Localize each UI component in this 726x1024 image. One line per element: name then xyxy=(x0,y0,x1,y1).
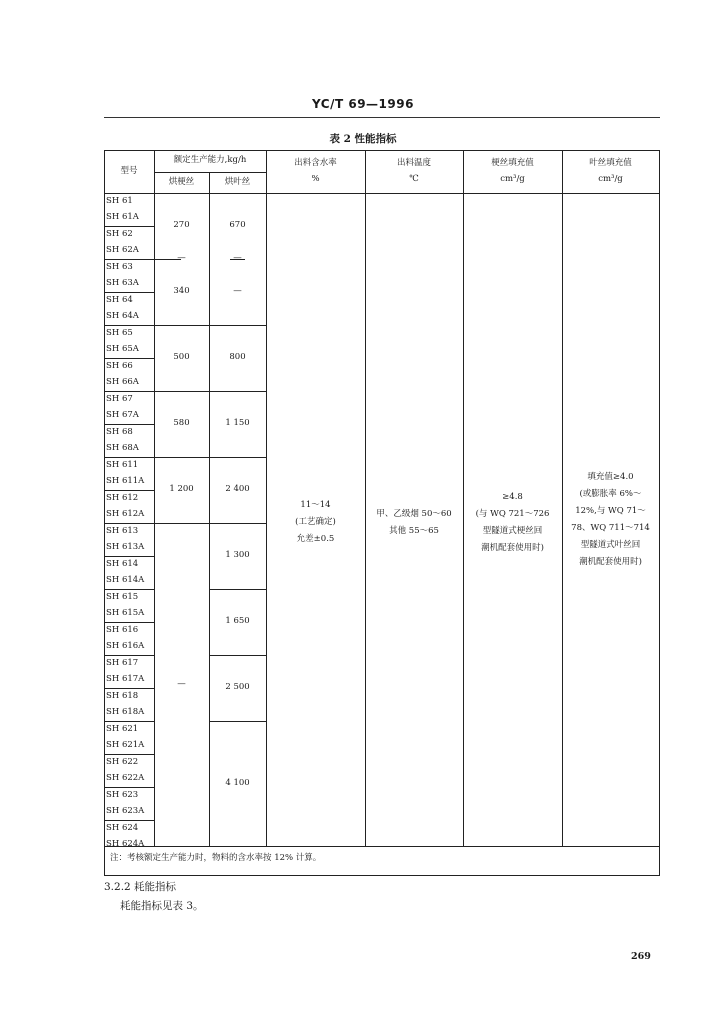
leaf-capacity-cell: 1 150 xyxy=(225,418,250,428)
leaf-capacity-cell: 2 400 xyxy=(225,484,250,494)
group-separator xyxy=(209,721,266,722)
header-out-moisture-unit: % xyxy=(311,174,320,184)
row-separator xyxy=(104,820,154,821)
leaf-fill-value: (或膨胀率 6%～ xyxy=(579,489,642,499)
row-separator xyxy=(104,523,154,524)
leaf-capacity-cell: — xyxy=(233,253,242,263)
model-cell: SH 623 xyxy=(106,790,139,800)
row-separator xyxy=(104,259,154,260)
model-cell: SH 616A xyxy=(106,641,145,651)
model-cell: SH 65A xyxy=(106,344,139,354)
header-bottom-line xyxy=(104,193,660,194)
stem-capacity-cell: — xyxy=(177,679,186,689)
section-heading: 3.2.2 耗能指标 xyxy=(104,881,177,893)
leaf-capacity-cell: 1 300 xyxy=(225,550,250,560)
page-number: 269 xyxy=(631,951,651,962)
model-cell: SH 624A xyxy=(106,839,145,849)
row-separator xyxy=(104,358,154,359)
stem-capacity-cell: 580 xyxy=(173,418,190,428)
column-divider xyxy=(209,172,210,846)
model-cell: SH 622A xyxy=(106,773,145,783)
model-cell: SH 66A xyxy=(106,377,139,387)
leaf-capacity-cell: 1 650 xyxy=(225,616,250,626)
model-cell: SH 621 xyxy=(106,724,139,734)
header-stem-fill: 梗丝填充值 xyxy=(491,158,534,168)
row-separator xyxy=(104,655,154,656)
model-cell: SH 67 xyxy=(106,394,133,404)
model-cell: SH 67A xyxy=(106,410,139,420)
header-capacity-group: 额定生产能力,kg/h xyxy=(173,155,247,165)
table-body-bottom-line xyxy=(104,846,660,847)
row-separator xyxy=(104,787,154,788)
model-cell: SH 63 xyxy=(106,262,133,272)
model-cell: SH 64 xyxy=(106,295,133,305)
section-body: 耗能指标见表 3。 xyxy=(120,900,204,912)
model-cell: SH 61 xyxy=(106,196,133,206)
row-separator xyxy=(104,556,154,557)
model-cell: SH 617 xyxy=(106,658,139,668)
model-cell: SH 62 xyxy=(106,229,133,239)
leaf-capacity-cell: 2 500 xyxy=(225,682,250,692)
stem-fill-value: 潮机配套使用时) xyxy=(481,543,544,553)
model-cell: SH 68 xyxy=(106,427,133,437)
table-note: 注：考核额定生产能力时，物料的含水率按 12% 计算。 xyxy=(110,853,322,863)
model-cell: SH 612A xyxy=(106,509,145,519)
moisture-value: 允差±0.5 xyxy=(296,534,335,544)
row-separator xyxy=(104,424,154,425)
model-cell: SH 614 xyxy=(106,559,139,569)
leaf-fill-value: 潮机配套使用时) xyxy=(579,557,642,567)
row-separator xyxy=(104,325,154,326)
group-separator xyxy=(154,523,266,524)
header-out-temp: 出料温度 xyxy=(396,158,431,168)
leaf-fill-value: 12%,与 WQ 71～ xyxy=(575,506,646,516)
table-border-top xyxy=(104,150,660,151)
model-cell: SH 63A xyxy=(106,278,139,288)
table-border-bottom xyxy=(104,875,660,876)
group-separator xyxy=(209,655,266,656)
row-separator xyxy=(104,490,154,491)
leaf-capacity-cell: 800 xyxy=(229,352,246,362)
stem-capacity-cell: 340 xyxy=(173,286,190,296)
model-cell: SH 613A xyxy=(106,542,145,552)
row-separator xyxy=(104,589,154,590)
model-cell: SH 66 xyxy=(106,361,133,371)
model-cell: SH 618 xyxy=(106,691,139,701)
model-cell: SH 68A xyxy=(106,443,139,453)
temperature-value: 甲、乙级烟 50～60 xyxy=(376,509,452,519)
stem-capacity-cell: 270 xyxy=(173,220,190,230)
header-model: 型号 xyxy=(120,166,138,176)
row-separator xyxy=(104,391,154,392)
row-separator xyxy=(104,622,154,623)
table-border-right xyxy=(659,150,660,876)
stem-capacity-cell: 500 xyxy=(173,352,190,362)
header-out-moisture: 出料含水率 xyxy=(294,158,337,168)
model-cell: SH 611 xyxy=(106,460,139,470)
model-cell: SH 611A xyxy=(106,476,145,486)
model-cell: SH 62A xyxy=(106,245,139,255)
model-cell: SH 623A xyxy=(106,806,145,816)
row-separator xyxy=(104,292,154,293)
table-caption: 表 2 性能指标 xyxy=(329,133,397,145)
leaf-capacity-cell: — xyxy=(233,286,242,296)
model-cell: SH 621A xyxy=(106,740,145,750)
header-cut-stem: 烘梗丝 xyxy=(168,177,195,187)
model-cell: SH 616 xyxy=(106,625,139,635)
model-cell: SH 615 xyxy=(106,592,139,602)
header-stem-fill-unit: cm³/g xyxy=(500,174,525,184)
leaf-fill-value: 填充值≥4.0 xyxy=(587,472,634,482)
group-separator xyxy=(154,391,266,392)
header-leaf-fill-unit: cm³/g xyxy=(598,174,623,184)
model-cell: SH 617A xyxy=(106,674,145,684)
model-cell: SH 65 xyxy=(106,328,133,338)
group-separator xyxy=(154,457,266,458)
temperature-value: 其他 55～65 xyxy=(389,526,439,536)
model-cell: SH 61A xyxy=(106,212,139,222)
moisture-value: 11～14 xyxy=(300,500,331,510)
model-cell: SH 614A xyxy=(106,575,145,585)
leaf-fill-value: 型隧道式叶丝回 xyxy=(580,540,641,550)
row-separator xyxy=(104,721,154,722)
header-leaf-fill: 叶丝填充值 xyxy=(589,158,632,168)
leaf-capacity-cell: 670 xyxy=(229,220,246,230)
stem-capacity-cell: 1 200 xyxy=(169,484,194,494)
model-cell: SH 622 xyxy=(106,757,139,767)
row-separator xyxy=(104,688,154,689)
model-cell: SH 615A xyxy=(106,608,145,618)
row-separator xyxy=(104,226,154,227)
header-split-line xyxy=(154,172,266,173)
group-separator xyxy=(209,589,266,590)
header-out-temp-unit: ℃ xyxy=(409,174,419,184)
leaf-capacity-cell: 4 100 xyxy=(225,778,250,788)
leaf-fill-value: 78、WQ 711～714 xyxy=(571,523,650,533)
header-rule xyxy=(104,117,660,118)
model-cell: SH 613 xyxy=(106,526,139,536)
row-separator xyxy=(104,457,154,458)
model-cell: SH 624 xyxy=(106,823,139,833)
stem-fill-value: 型隧道式梗丝回 xyxy=(482,526,543,536)
row-separator xyxy=(104,754,154,755)
header-cut-leaf: 烘叶丝 xyxy=(224,177,251,187)
group-separator xyxy=(154,325,266,326)
model-cell: SH 618A xyxy=(106,707,145,717)
column-divider xyxy=(365,150,366,846)
stem-fill-value: (与 WQ 721～726 xyxy=(475,509,550,519)
document-code: YC/T 69—1996 xyxy=(312,97,414,111)
model-cell: SH 612 xyxy=(106,493,139,503)
moisture-value: (工艺确定) xyxy=(295,517,336,527)
stem-fill-value: ≥4.8 xyxy=(502,492,523,502)
stem-capacity-cell: — xyxy=(177,253,186,263)
model-cell: SH 64A xyxy=(106,311,139,321)
